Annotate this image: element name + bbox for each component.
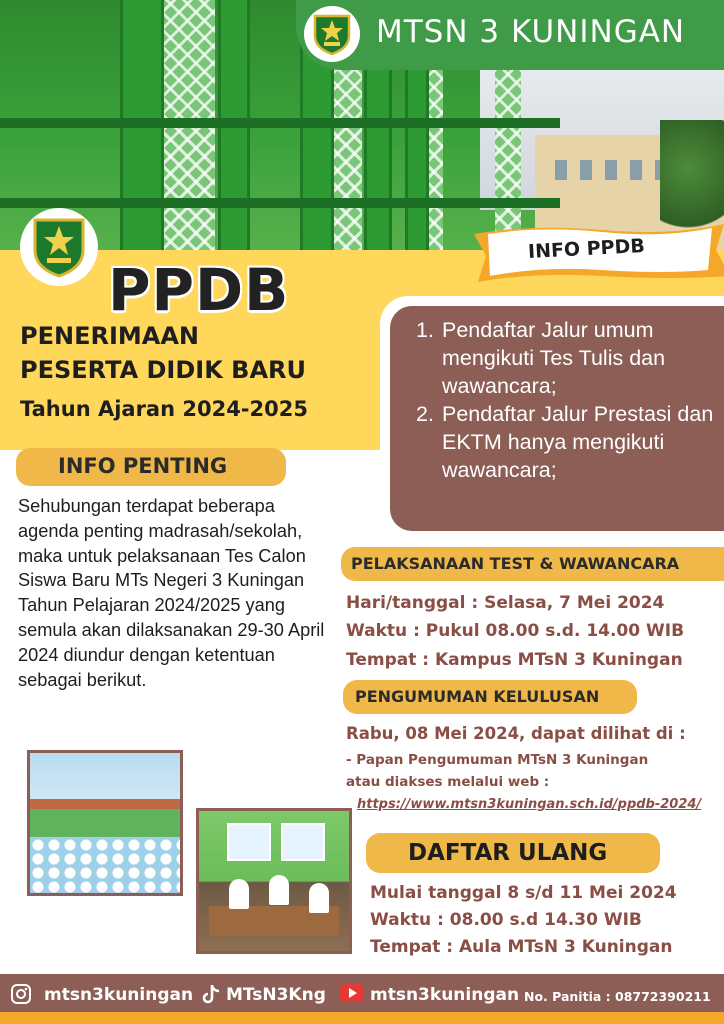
announcement-date: Rabu, 08 Mei 2024, dapat dilihat di : — [346, 724, 686, 743]
students-assembly-photo — [27, 750, 183, 896]
academic-year: Tahun Ajaran 2024-2025 — [20, 397, 308, 421]
school-name-title: MTSN 3 KUNINGAN — [376, 14, 686, 50]
info-penting-title: INFO PENTING — [58, 454, 228, 478]
madrasah-logo — [20, 208, 98, 286]
youtube-handle[interactable]: mtsn3kuningan — [370, 985, 520, 1005]
test-place: Tempat : Kampus MTsN 3 Kuningan — [346, 650, 683, 670]
re-registration-title: DAFTAR ULANG — [408, 840, 608, 866]
classroom-test-photo — [196, 808, 352, 954]
announcement-web-note: atau diakses melalui web : — [346, 774, 550, 790]
test-schedule-title: PELAKSANAAN TEST & WAWANCARA — [351, 554, 680, 573]
ppdb-heading: PPDB — [108, 256, 290, 324]
re-registration-header — [366, 833, 660, 873]
announcement-header — [343, 680, 637, 714]
youtube-icon[interactable] — [340, 984, 364, 1002]
tiktok-handle[interactable]: MTsN3Kng — [226, 985, 326, 1005]
committee-phone: No. Panitia : 08772390211 — [524, 989, 711, 1004]
kemenag-emblem-icon — [30, 216, 88, 278]
headline-line-1: PENERIMAAN — [20, 322, 199, 350]
announcement-body: Sehubungan terdapat beberapa agenda penting madrasah/sekolah, maka untuk pelaksanaan Tes Calon Siswa Baru MTs Negeri 3 Kuningan Tahun Pelajaran 2024/2025 yang semula akan dilaksanakan 29-30 April 2024 diundur dengan ketentuan sebagai berikut. — [18, 496, 325, 690]
footer-accent-strip — [0, 1012, 724, 1024]
list-item-text: Pendaftar Jalur umum mengikuti Tes Tulis dan wawancara; — [442, 318, 666, 398]
headline-line-2: PESERTA DIDIK BARU — [20, 356, 306, 384]
instagram-handle[interactable]: mtsn3kuningan — [44, 985, 194, 1005]
info-penting-header — [16, 448, 286, 486]
test-time: Waktu : Pukul 08.00 s.d. 14.00 WIB — [346, 621, 685, 641]
requirements-list — [416, 316, 716, 484]
test-schedule-header — [341, 547, 724, 581]
re-registration-date: Mulai tanggal 8 s/d 11 Mei 2024 — [370, 883, 677, 903]
instagram-icon[interactable] — [10, 983, 32, 1005]
info-ppdb-label: INFO PPDB — [527, 234, 646, 264]
re-registration-time: Waktu : 08.00 s.d 14.30 WIB — [370, 910, 642, 930]
list-number: 2. — [416, 402, 434, 426]
list-item-text: Pendaftar Jalur Prestasi dan EKTM hanya mengikuti wawancara; — [442, 402, 714, 482]
tiktok-icon[interactable] — [200, 983, 222, 1005]
test-date: Hari/tanggal : Selasa, 7 Mei 2024 — [346, 593, 665, 613]
kemenag-logo-icon — [311, 12, 353, 56]
re-registration-place: Tempat : Aula MTsN 3 Kuningan — [370, 937, 673, 957]
announcement-board: - Papan Pengumuman MTsN 3 Kuningan — [346, 752, 649, 768]
list-item — [416, 316, 716, 400]
brand-logo-badge — [304, 6, 360, 62]
announcement-title: PENGUMUMAN KELULUSAN — [355, 687, 600, 706]
list-item — [416, 400, 716, 484]
list-number: 1. — [416, 318, 434, 342]
announcement-url-link[interactable]: https://www.mtsn3kuningan.sch.id/ppdb-2024/ — [357, 797, 702, 812]
